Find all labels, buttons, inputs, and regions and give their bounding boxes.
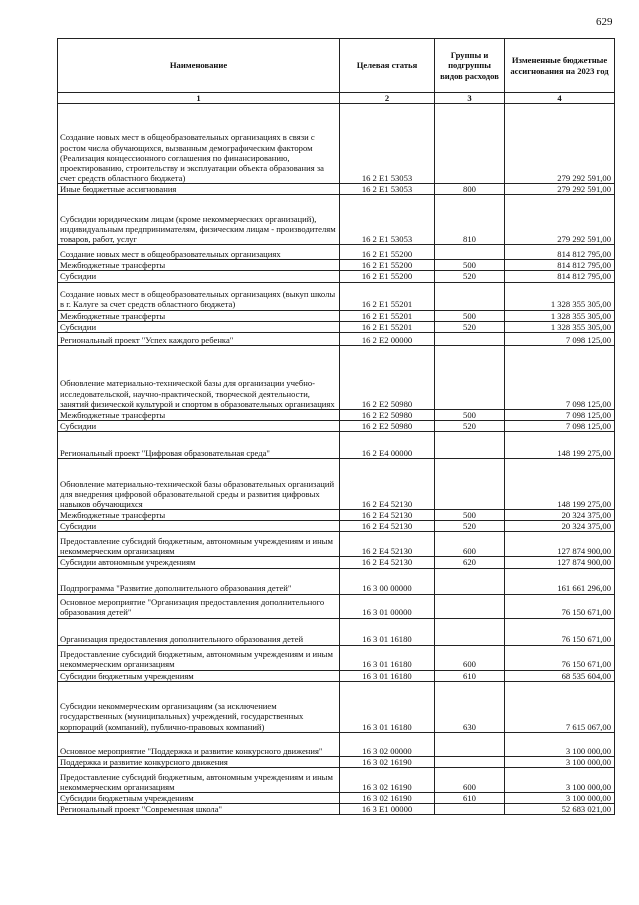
row-amount: 148 199 275,00 bbox=[505, 432, 615, 459]
table-row bbox=[58, 459, 615, 510]
row-target-code: 16 2 E1 53053 bbox=[340, 104, 435, 184]
row-target-code: 16 3 E1 00000 bbox=[340, 803, 435, 814]
row-target-code: 16 2 E4 52130 bbox=[340, 459, 435, 510]
row-target-code: 16 3 02 16190 bbox=[340, 792, 435, 803]
row-target-code: 16 2 E1 55201 bbox=[340, 321, 435, 332]
row-group-code bbox=[435, 459, 505, 510]
row-group-code: 520 bbox=[435, 321, 505, 332]
table-row bbox=[58, 420, 615, 431]
row-group-code bbox=[435, 732, 505, 756]
row-amount: 814 812 795,00 bbox=[505, 260, 615, 271]
row-target-code: 16 2 E4 00000 bbox=[340, 432, 435, 459]
row-target-code: 16 2 E4 52130 bbox=[340, 510, 435, 521]
row-group-code: 600 bbox=[435, 645, 505, 670]
row-name: Субсидии bbox=[58, 420, 340, 431]
row-name: Основное мероприятие "Организация предоставления дополнительного образования детей" bbox=[58, 594, 340, 618]
row-group-code bbox=[435, 245, 505, 260]
table-row bbox=[58, 645, 615, 670]
row-group-code bbox=[435, 282, 505, 310]
row-group-code: 520 bbox=[435, 521, 505, 532]
row-target-code: 16 2 E1 55201 bbox=[340, 282, 435, 310]
row-amount: 814 812 795,00 bbox=[505, 245, 615, 260]
row-name: Создание новых мест в общеобразовательных организациях bbox=[58, 245, 340, 260]
row-group-code bbox=[435, 594, 505, 618]
row-target-code: 16 3 01 00000 bbox=[340, 594, 435, 618]
row-name: Региональный проект "Успех каждого ребенка" bbox=[58, 332, 340, 345]
row-amount: 161 661 296,00 bbox=[505, 568, 615, 594]
header-target: Целевая статья bbox=[340, 39, 435, 93]
row-target-code: 16 2 E2 50980 bbox=[340, 409, 435, 420]
row-amount: 3 100 000,00 bbox=[505, 732, 615, 756]
row-amount: 279 292 591,00 bbox=[505, 104, 615, 184]
row-name: Субсидии бюджетным учреждениям bbox=[58, 670, 340, 681]
table-row bbox=[58, 510, 615, 521]
table-row bbox=[58, 521, 615, 532]
table-row bbox=[58, 568, 615, 594]
budget-table bbox=[57, 38, 615, 815]
row-group-code: 620 bbox=[435, 557, 505, 568]
row-name: Обновление материально-технической базы образовательных организаций для внедрения цифровой образовательной среды и развития цифровых навыков обучающихся bbox=[58, 459, 340, 510]
row-group-code bbox=[435, 803, 505, 814]
row-amount: 7 098 125,00 bbox=[505, 409, 615, 420]
row-target-code: 16 2 E1 55200 bbox=[340, 245, 435, 260]
header-group: Группы и подгруппы видов расходов bbox=[435, 39, 505, 93]
row-amount: 20 324 375,00 bbox=[505, 510, 615, 521]
table-row bbox=[58, 532, 615, 557]
row-group-code: 610 bbox=[435, 670, 505, 681]
table-row bbox=[58, 681, 615, 732]
row-group-code bbox=[435, 345, 505, 409]
column-number-row bbox=[58, 93, 615, 104]
row-target-code: 16 3 02 16190 bbox=[340, 756, 435, 767]
row-amount: 20 324 375,00 bbox=[505, 521, 615, 532]
header-amount: Измененные бюджетные ассигнования на 2023 год bbox=[505, 39, 615, 93]
row-target-code: 16 3 01 16180 bbox=[340, 618, 435, 645]
row-target-code: 16 3 00 00000 bbox=[340, 568, 435, 594]
row-amount: 148 199 275,00 bbox=[505, 459, 615, 510]
row-amount: 1 328 355 305,00 bbox=[505, 282, 615, 310]
row-name: Межбюджетные трансферты bbox=[58, 260, 340, 271]
row-name: Межбюджетные трансферты bbox=[58, 409, 340, 420]
row-group-code: 600 bbox=[435, 532, 505, 557]
row-target-code: 16 2 E2 50980 bbox=[340, 345, 435, 409]
header-name: Наименование bbox=[58, 39, 340, 93]
row-amount: 814 812 795,00 bbox=[505, 271, 615, 282]
row-target-code: 16 2 E2 50980 bbox=[340, 420, 435, 431]
row-target-code: 16 2 E1 53053 bbox=[340, 184, 435, 195]
row-target-code: 16 3 02 00000 bbox=[340, 732, 435, 756]
row-amount: 76 150 671,00 bbox=[505, 594, 615, 618]
row-group-code: 800 bbox=[435, 184, 505, 195]
col-number: 1 bbox=[58, 93, 340, 104]
col-number: 4 bbox=[505, 93, 615, 104]
row-amount: 7 098 125,00 bbox=[505, 345, 615, 409]
row-name: Региональный проект "Цифровая образовательная среда" bbox=[58, 432, 340, 459]
table-row bbox=[58, 195, 615, 245]
row-amount: 279 292 591,00 bbox=[505, 184, 615, 195]
table-row bbox=[58, 321, 615, 332]
row-name: Предоставление субсидий бюджетным, автономным учреждениям и иным некоммерческим организациям bbox=[58, 532, 340, 557]
col-number: 3 bbox=[435, 93, 505, 104]
row-target-code: 16 2 E4 52130 bbox=[340, 521, 435, 532]
table-row bbox=[58, 756, 615, 767]
table-row bbox=[58, 618, 615, 645]
col-number: 2 bbox=[340, 93, 435, 104]
table-row bbox=[58, 803, 615, 814]
row-amount: 279 292 591,00 bbox=[505, 195, 615, 245]
row-target-code: 16 2 E4 52130 bbox=[340, 557, 435, 568]
table-row bbox=[58, 271, 615, 282]
table-row bbox=[58, 670, 615, 681]
row-name: Обновление материально-технической базы для организации учебно-исследовательской, научно-практической, творческой деятельности, занятий физической культурой и спортом в образовательных организациях bbox=[58, 345, 340, 409]
row-amount: 7 098 125,00 bbox=[505, 332, 615, 345]
row-target-code: 16 2 E1 55201 bbox=[340, 310, 435, 321]
row-target-code: 16 2 E1 53053 bbox=[340, 195, 435, 245]
row-amount: 3 100 000,00 bbox=[505, 767, 615, 792]
table-row bbox=[58, 594, 615, 618]
row-target-code: 16 3 01 16180 bbox=[340, 670, 435, 681]
row-amount: 1 328 355 305,00 bbox=[505, 321, 615, 332]
row-group-code bbox=[435, 568, 505, 594]
row-group-code bbox=[435, 618, 505, 645]
row-group-code bbox=[435, 104, 505, 184]
row-group-code: 600 bbox=[435, 767, 505, 792]
table-header-row bbox=[58, 39, 615, 93]
row-group-code: 520 bbox=[435, 271, 505, 282]
row-name: Субсидии бюджетным учреждениям bbox=[58, 792, 340, 803]
table-row bbox=[58, 409, 615, 420]
page-number: 629 bbox=[596, 16, 613, 28]
row-amount: 3 100 000,00 bbox=[505, 792, 615, 803]
row-name: Субсидии автономным учреждениям bbox=[58, 557, 340, 568]
row-name: Иные бюджетные ассигнования bbox=[58, 184, 340, 195]
row-name: Региональный проект "Современная школа" bbox=[58, 803, 340, 814]
row-amount: 7 098 125,00 bbox=[505, 420, 615, 431]
row-amount: 127 874 900,00 bbox=[505, 557, 615, 568]
table-row bbox=[58, 557, 615, 568]
row-group-code: 500 bbox=[435, 310, 505, 321]
row-group-code bbox=[435, 756, 505, 767]
table-row bbox=[58, 310, 615, 321]
row-name: Субсидии bbox=[58, 521, 340, 532]
row-group-code: 520 bbox=[435, 420, 505, 431]
row-name: Субсидии некоммерческим организациям (за исключением государственных (муниципальных) учреждений, государственных корпораций (компаний), публично-правовых компаний) bbox=[58, 681, 340, 732]
table-row bbox=[58, 282, 615, 310]
row-group-code: 500 bbox=[435, 409, 505, 420]
table-row bbox=[58, 332, 615, 345]
row-target-code: 16 2 E1 55200 bbox=[340, 271, 435, 282]
table-row bbox=[58, 345, 615, 409]
row-name: Подпрограмма "Развитие дополнительного образования детей" bbox=[58, 568, 340, 594]
row-name: Субсидии юридическим лицам (кроме некоммерческих организаций), индивидуальным предпринимателям, физическим лицам - производителям товаров, работ, услуг bbox=[58, 195, 340, 245]
table-row bbox=[58, 104, 615, 184]
row-amount: 52 683 021,00 bbox=[505, 803, 615, 814]
row-group-code: 610 bbox=[435, 792, 505, 803]
row-target-code: 16 3 01 16180 bbox=[340, 645, 435, 670]
row-name: Предоставление субсидий бюджетным, автономным учреждениям и иным некоммерческим организациям bbox=[58, 767, 340, 792]
row-group-code: 500 bbox=[435, 510, 505, 521]
row-target-code: 16 3 02 16190 bbox=[340, 767, 435, 792]
row-name: Субсидии bbox=[58, 271, 340, 282]
row-amount: 76 150 671,00 bbox=[505, 618, 615, 645]
table-row bbox=[58, 184, 615, 195]
row-name: Основное мероприятие "Поддержка и развитие конкурсного движения" bbox=[58, 732, 340, 756]
row-name: Межбюджетные трансферты bbox=[58, 510, 340, 521]
row-amount: 3 100 000,00 bbox=[505, 756, 615, 767]
row-target-code: 16 3 01 16180 bbox=[340, 681, 435, 732]
row-name: Создание новых мест в общеобразовательных организациях (выкуп школы в г. Калуге за счет средств областного бюджета) bbox=[58, 282, 340, 310]
row-group-code: 500 bbox=[435, 260, 505, 271]
row-name: Межбюджетные трансферты bbox=[58, 310, 340, 321]
row-amount: 68 535 604,00 bbox=[505, 670, 615, 681]
table-row bbox=[58, 260, 615, 271]
row-group-code: 630 bbox=[435, 681, 505, 732]
table-row bbox=[58, 767, 615, 792]
row-amount: 127 874 900,00 bbox=[505, 532, 615, 557]
row-amount: 7 615 067,00 bbox=[505, 681, 615, 732]
row-amount: 1 328 355 305,00 bbox=[505, 310, 615, 321]
row-group-code: 810 bbox=[435, 195, 505, 245]
row-group-code bbox=[435, 332, 505, 345]
table-row bbox=[58, 432, 615, 459]
row-amount: 76 150 671,00 bbox=[505, 645, 615, 670]
row-name: Поддержка и развитие конкурсного движения bbox=[58, 756, 340, 767]
row-target-code: 16 2 E1 55200 bbox=[340, 260, 435, 271]
row-name: Субсидии bbox=[58, 321, 340, 332]
table-row bbox=[58, 245, 615, 260]
table-row bbox=[58, 792, 615, 803]
row-target-code: 16 2 E2 00000 bbox=[340, 332, 435, 345]
table-row bbox=[58, 732, 615, 756]
row-name: Предоставление субсидий бюджетным, автономным учреждениям и иным некоммерческим организациям bbox=[58, 645, 340, 670]
row-name: Создание новых мест в общеобразовательных организациях в связи с ростом числа обучающихся, вызванным демографическим фактором (Реализация концессионного соглашения по финансированию, проектированию, строительству и эксплуатации объекта образования за счет средств областного бюджета) bbox=[58, 104, 340, 184]
row-target-code: 16 2 E4 52130 bbox=[340, 532, 435, 557]
row-name: Организация предоставления дополнительного образования детей bbox=[58, 618, 340, 645]
table-body bbox=[58, 104, 615, 815]
row-group-code bbox=[435, 432, 505, 459]
